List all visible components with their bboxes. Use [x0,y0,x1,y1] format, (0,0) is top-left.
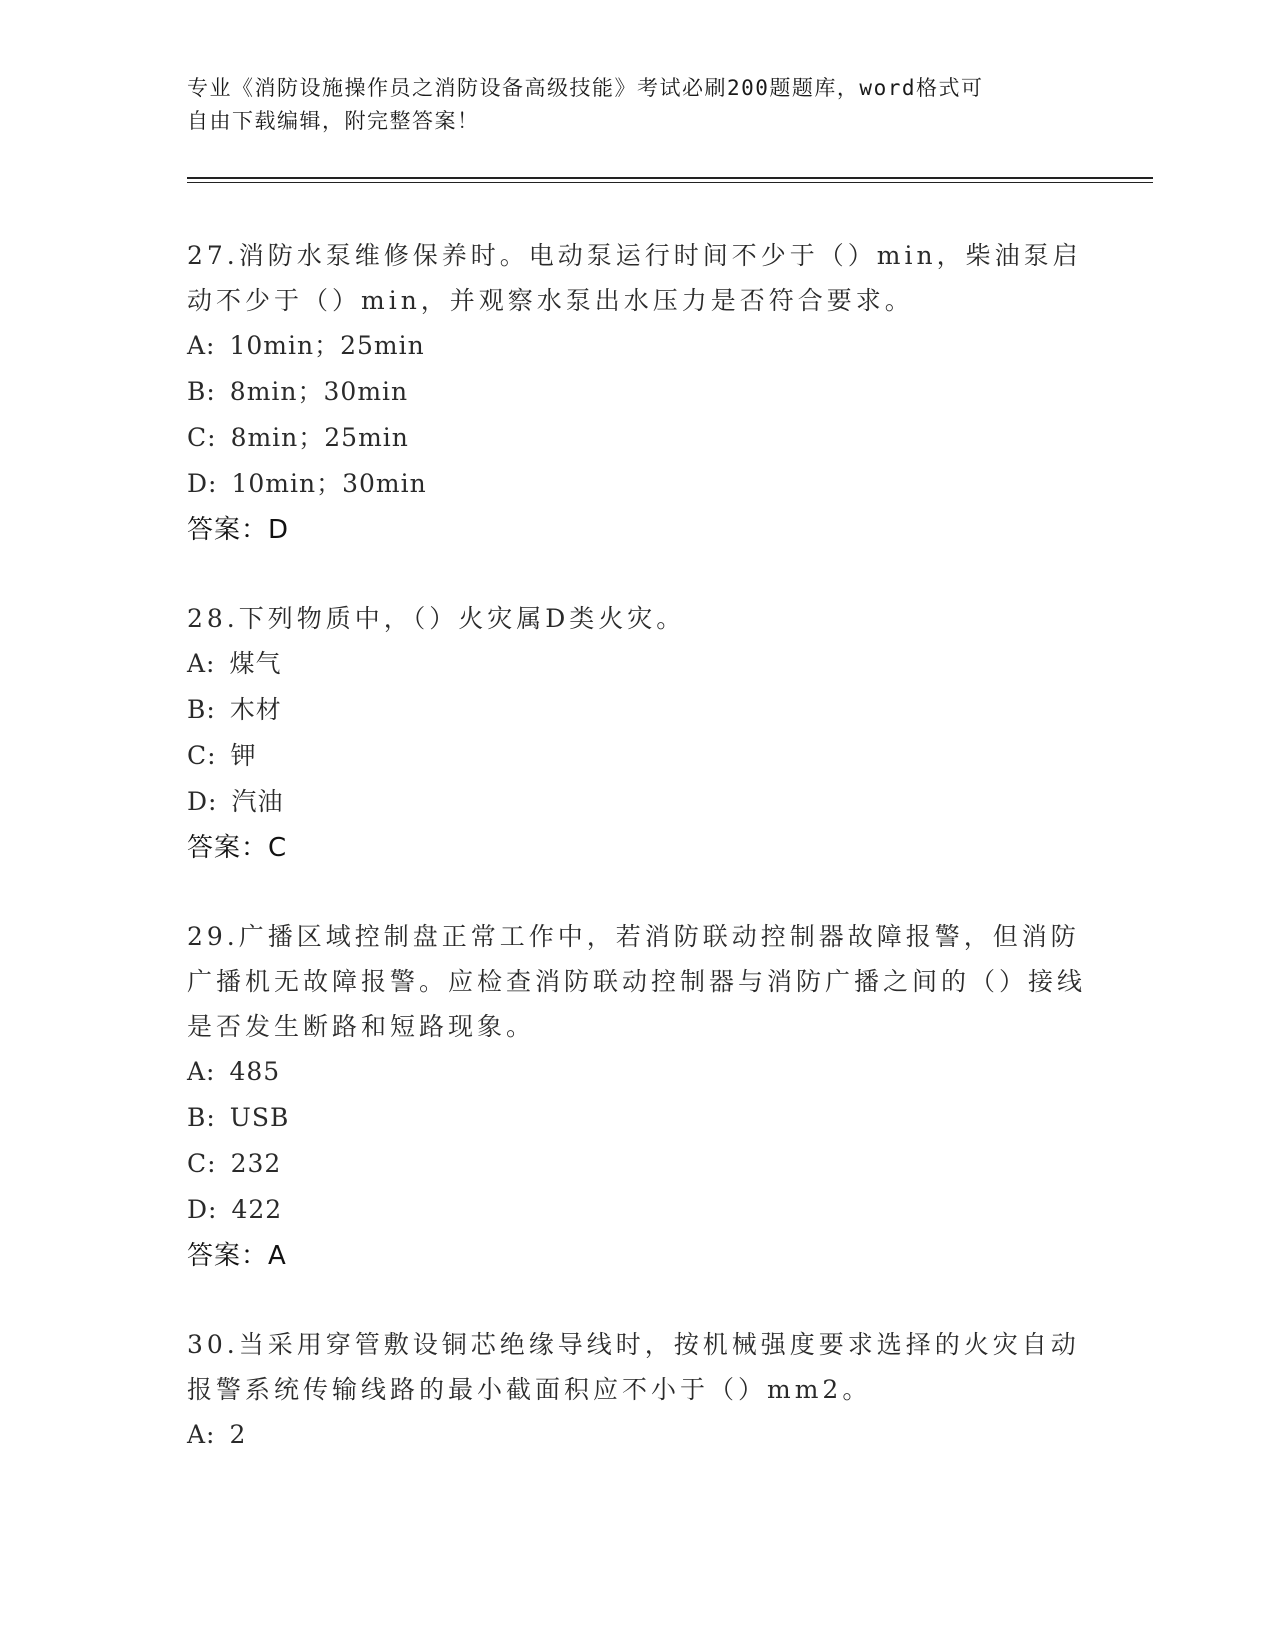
option-a [187,1049,1087,1095]
header-divider-thick [187,177,1153,179]
question-29 [187,914,1087,1279]
answer-line: 答案：D [187,515,290,545]
question-27 [187,233,1087,553]
option-value: 煤气 [229,649,282,678]
option-value: 422 [231,1195,283,1224]
header-divider-thin [187,182,1153,183]
question-text: 27.消防水泵维修保养时。电动泵运行时间不少于（）min，柴油泵启动不少于（）min，并观察水泵出水压力是否符合要求。 [187,241,1082,315]
question-text: 29.广播区域控制盘正常工作中，若消防联动控制器故障报警，但消防广播机无故障报警。应检查消防联动控制器与消防广播之间的（）接线是否发生断路和短路现象。 [187,922,1087,1041]
option-letter: C: [187,423,217,452]
option-b [187,687,1087,733]
option-letter: C: [187,1149,217,1178]
option-letter: A: [187,1420,216,1449]
option-d [187,461,1087,507]
option-letter: B: [187,377,216,406]
option-value: 汽油 [231,787,284,816]
option-a [187,323,1087,369]
option-value: 8min；25min [230,423,409,452]
option-letter: B: [187,695,216,724]
option-c [187,1141,1087,1187]
option-c [187,415,1087,461]
question-text: 30.当采用穿管敷设铜芯绝缘导线时，按机械强度要求选择的火灾自动报警系统传输线路的最小截面积应不小于（）mm2。 [187,1330,1080,1404]
option-a [187,1412,1087,1458]
answer-line: 答案：A [187,1241,287,1271]
option-d [187,1187,1087,1233]
document-header [187,72,1087,138]
header-title-line-2: 自由下载编辑，附完整答案！ [187,109,480,133]
option-value: 10min；25min [229,331,425,360]
option-letter: B: [187,1103,216,1132]
option-letter: C: [187,741,217,770]
option-value: 钾 [230,741,257,770]
question-text: 28.下列物质中，（）火灾属D类火灾。 [187,604,686,633]
option-letter: D: [187,469,218,498]
question-28 [187,596,1087,871]
option-value: USB [229,1103,290,1132]
option-d [187,779,1087,825]
option-c [187,733,1087,779]
option-letter: A: [187,331,216,360]
question-30 [187,1322,1087,1458]
option-letter: D: [187,787,218,816]
option-value: 2 [229,1420,247,1449]
option-a [187,641,1087,687]
option-letter: D: [187,1195,218,1224]
option-letter: A: [187,649,216,678]
option-value: 485 [229,1057,281,1086]
option-value: 10min；30min [231,469,427,498]
answer-line: 答案：C [187,833,288,863]
option-value: 木材 [229,695,282,724]
option-value: 8min；30min [229,377,409,406]
option-b [187,369,1087,415]
option-letter: A: [187,1057,216,1086]
question-list [187,233,1087,1501]
option-value: 232 [230,1149,282,1178]
header-title-line-1: 专业《消防设施操作员之消防设备高级技能》考试必刷200题题库，word格式可 [187,76,984,100]
option-b [187,1095,1087,1141]
